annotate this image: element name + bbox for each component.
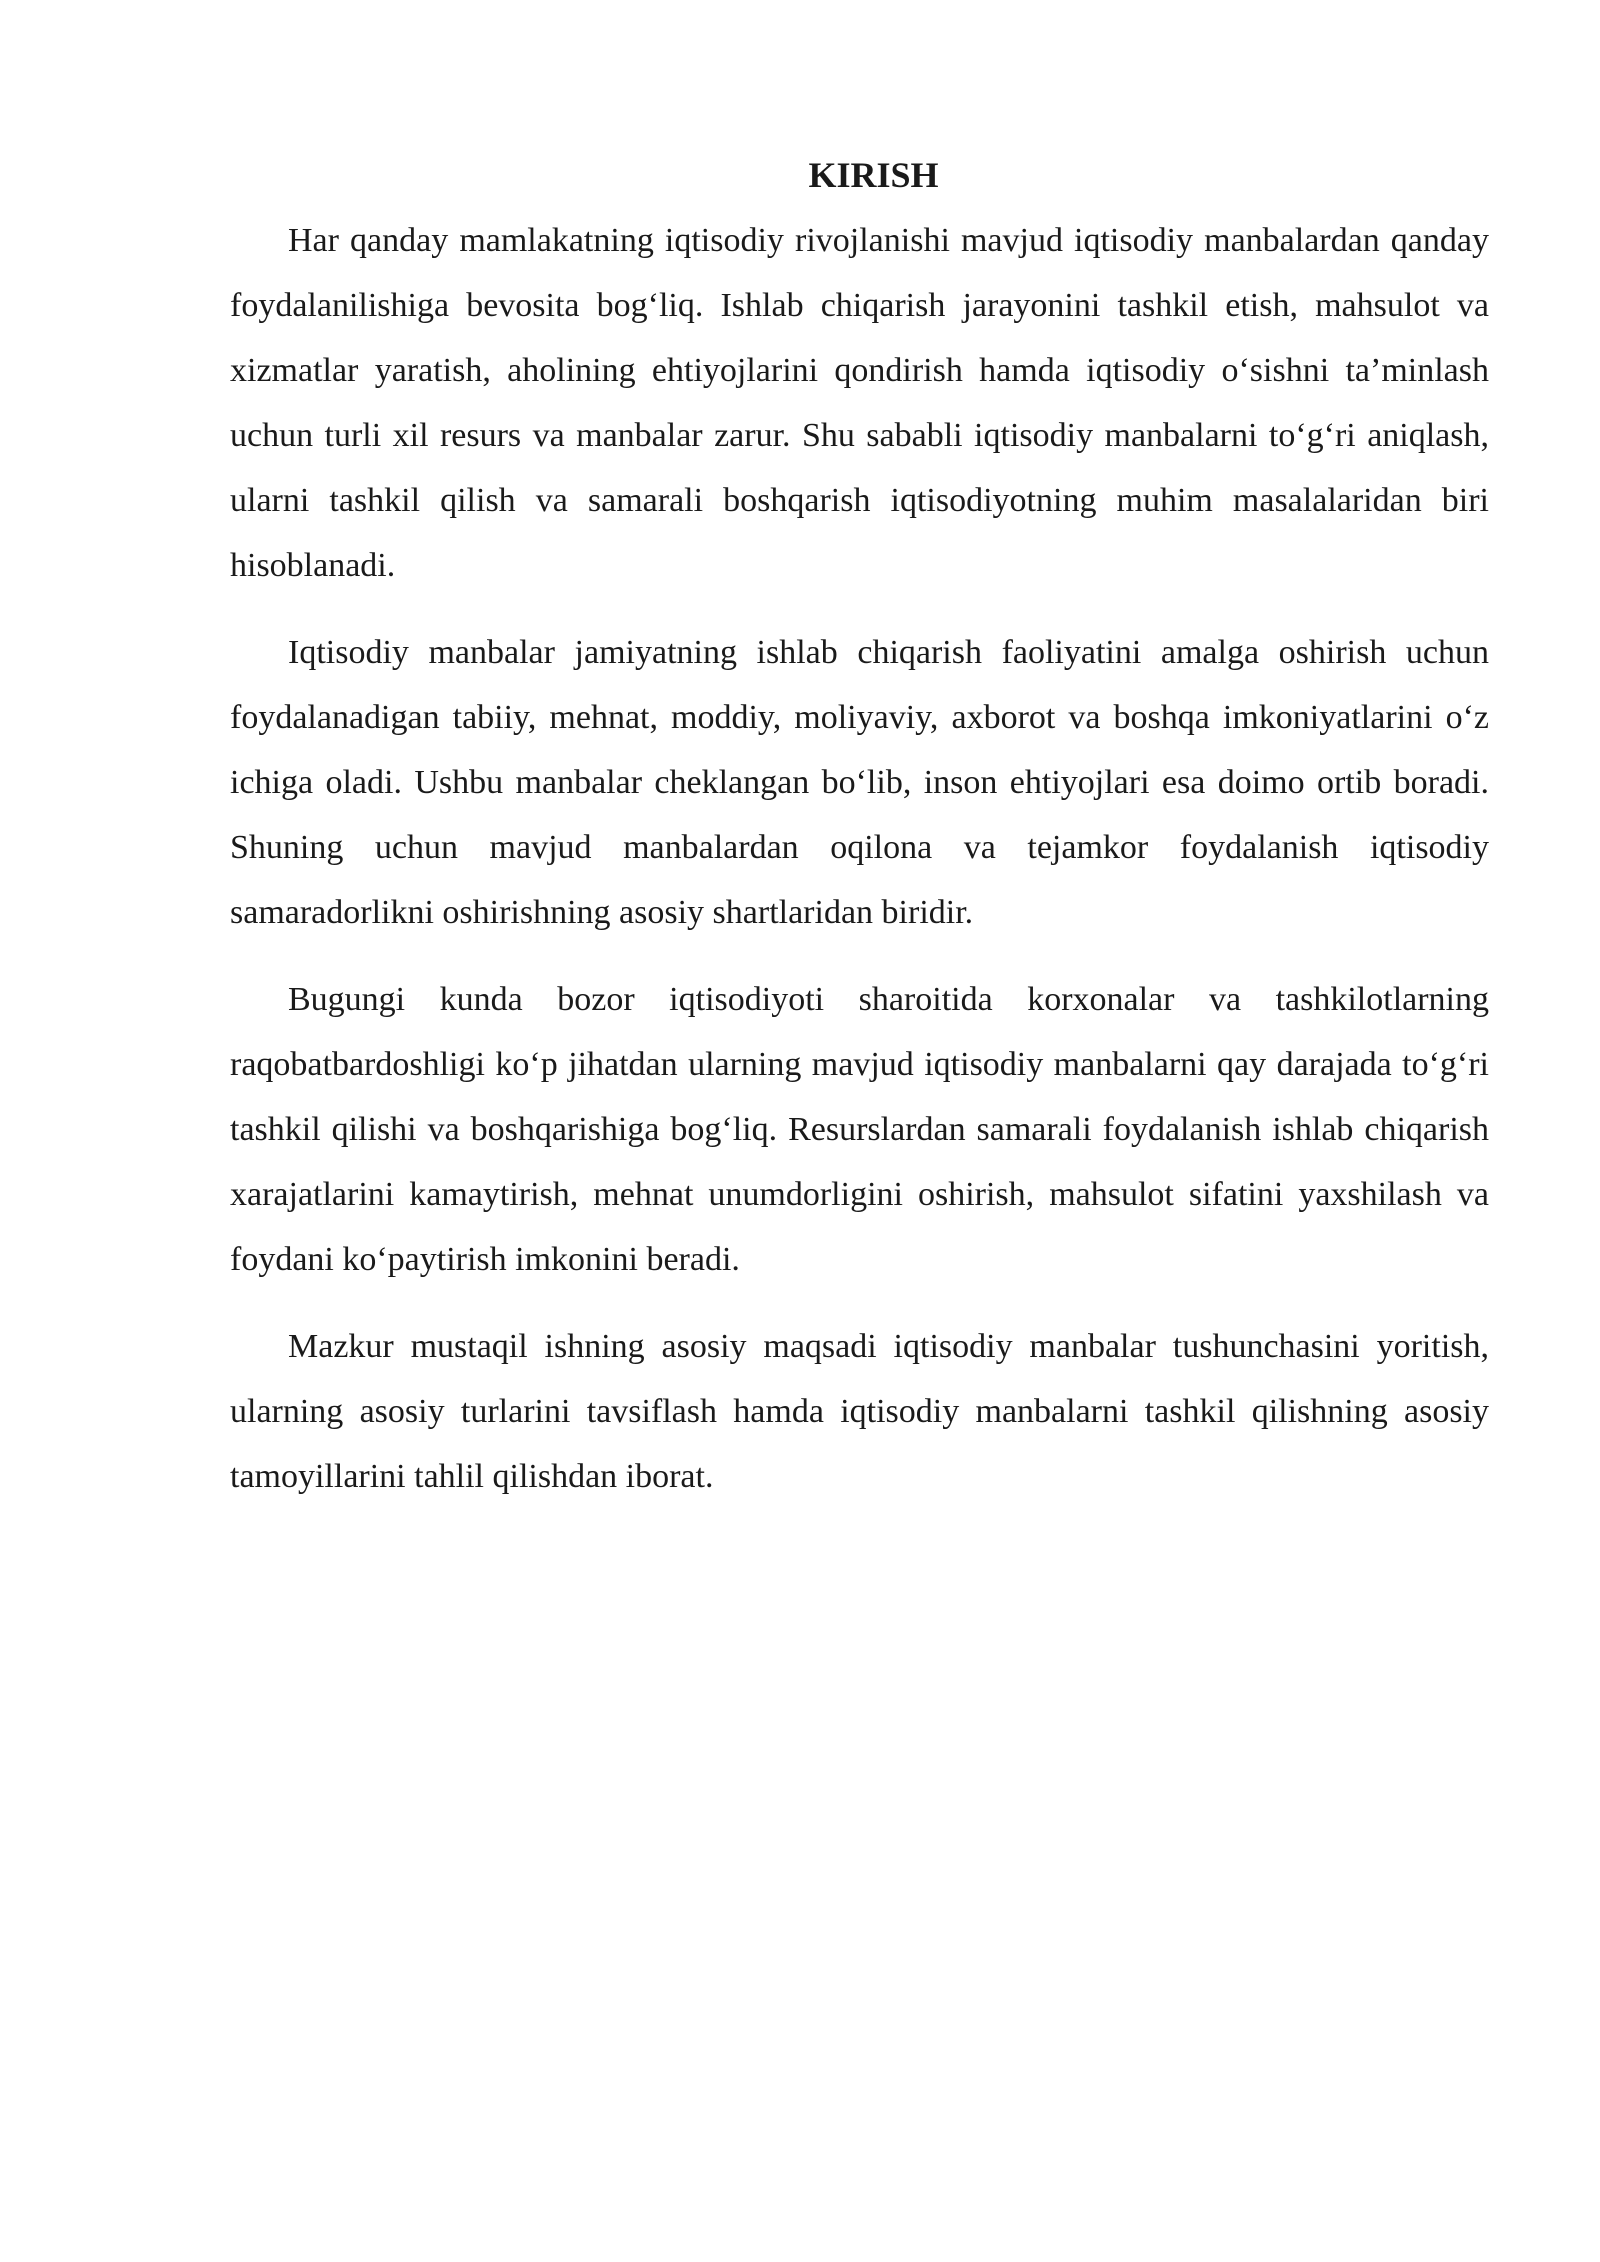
paragraph-2: Iqtisodiy manbalar jamiyatning ishlab chiqarish faoliyatini amalga oshirish uchun foydalanadigan tabiiy, mehnat, moddiy, moliyaviy, axborot va boshqa imkoniyatlarini o‘z ichiga oladi. Ushbu manbalar cheklangan bo‘lib, inson ehtiyojlari esa doimo ortib boradi. Shuning uchun mavjud manbalardan oqilona va tejamkor foydalanish iqtisodiy samaradorlikni oshirishning asosiy shartlaridan biridir.: [230, 634, 1489, 931]
paragraph-4: Mazkur mustaqil ishning asosiy maqsadi iqtisodiy manbalar tushunchasini yoritish, ularning asosiy turlarini tavsiflash hamda iqtisodiy manbalarni tashkil qilishning asosiy tamoyillarini tahlil qilishdan iborat.: [230, 1328, 1489, 1495]
paragraph-1: Har qanday mamlakatning iqtisodiy rivojlanishi mavjud iqtisodiy manbalardan qanday foydalanilishiga bevosita bog‘liq. Ishlab chiqarish jarayonini tashkil etish, mahsulot va xizmatlar yaratish, aholining ehtiyojlarini qondirish hamda iqtisodiy o‘sishni ta’minlash uchun turli xil resurs va manbalar zarur. Shu sababli iqtisodiy manbalarni to‘g‘ri aniqlash, ularni tashkil qilish va samarali boshqarish iqtisodiyotning muhim masalalaridan biri hisoblanadi.: [230, 222, 1489, 584]
page-title: KIRISH: [808, 155, 939, 195]
paragraph-3: Bugungi kunda bozor iqtisodiyoti sharoitida korxonalar va tashkilotlarning raqobatbardoshligi ko‘p jihatdan ularning mavjud iqtisodiy manbalarni qay darajada to‘g‘ri tashkil qilishi va boshqarishiga bog‘liq. Resurslardan samarali foydalanish ishlab chiqarish xarajatlarini kamaytirish, mehnat unumdorligini oshirish, mahsulot sifatini yaxshilash va foydani ko‘paytirish imkonini beradi.: [230, 981, 1489, 1278]
